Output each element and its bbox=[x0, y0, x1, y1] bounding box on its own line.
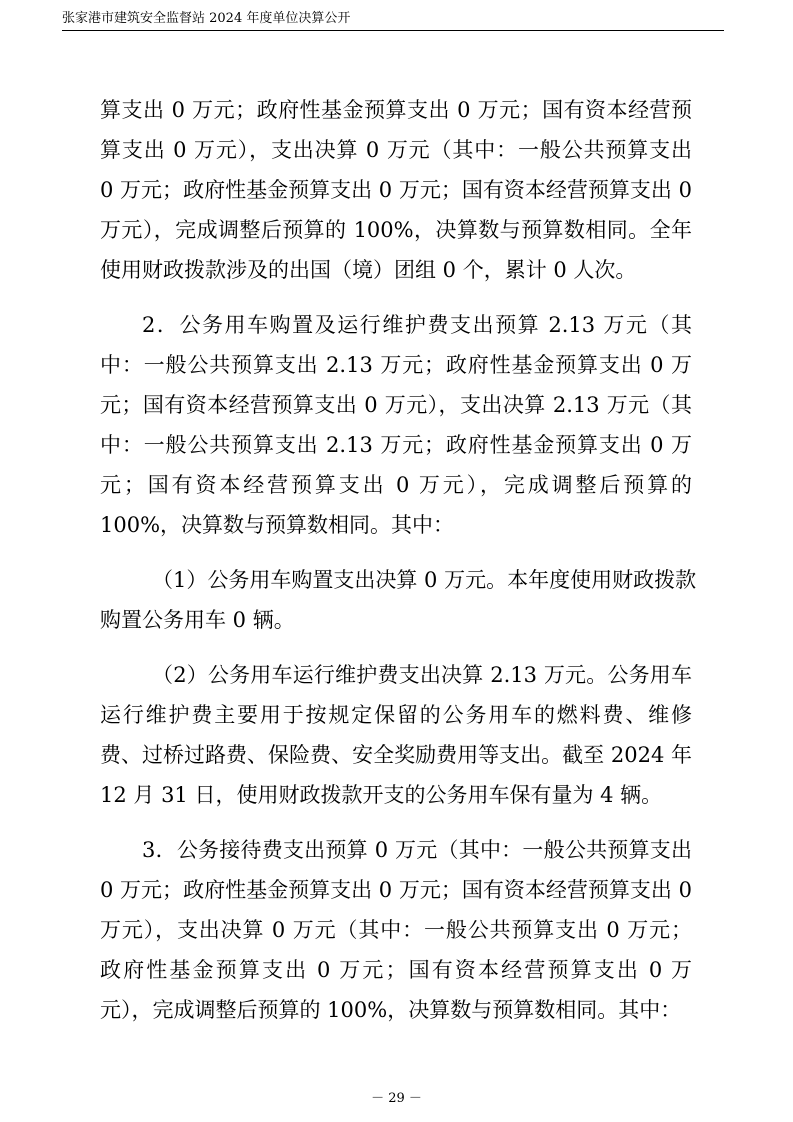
text-line: 中：一般公共预算支出 2.13 万元；政府性基金预算支出 0 万 bbox=[100, 353, 692, 377]
text-line: 算支出 0 万元；政府性基金预算支出 0 万元；国有资本经营预 bbox=[100, 98, 692, 122]
text-line: 0 万元；政府性基金预算支出 0 万元；国有资本经营预算支出 0 bbox=[100, 878, 692, 902]
page-number: － 29 － bbox=[371, 1091, 422, 1106]
text-line: 万元），支出决算 0 万元（其中：一般公共预算支出 0 万元； bbox=[100, 918, 692, 942]
paragraph bbox=[100, 90, 692, 290]
text-line: 万元），完成调整后预算的 100%，决算数与预算数相同。全年 bbox=[100, 218, 692, 242]
text-line: 3．公务接待费支出预算 0 万元（其中：一般公共预算支出 bbox=[142, 838, 692, 862]
text-line: 运行维护费主要用于按规定保留的公务用车的燃料费、维修 bbox=[100, 703, 692, 727]
text-line: 政府性基金预算支出 0 万元；国有资本经营预算支出 0 万 bbox=[100, 958, 692, 982]
paragraph bbox=[100, 830, 692, 1030]
header-title: 张家港市建筑安全监督站 2024 年度单位决算公开 bbox=[62, 11, 351, 26]
page-footer bbox=[0, 1090, 793, 1108]
text-line: （2）公务用车运行维护费支出决算 2.13 万元。公务用车 bbox=[152, 663, 692, 687]
text-line: 12 月 31 日，使用财政拨款开支的公务用车保有量为 4 辆。 bbox=[100, 783, 663, 807]
text-line: 使用财政拨款涉及的出国（境）团组 0 个，累计 0 人次。 bbox=[100, 258, 637, 282]
text-line: 费、过桥过路费、保险费、安全奖励费用等支出。截至 2024 年 bbox=[100, 743, 692, 767]
text-line: 元），完成调整后预算的 100%，决算数与预算数相同。其中： bbox=[100, 998, 682, 1022]
text-line: 中：一般公共预算支出 2.13 万元；政府性基金预算支出 0 万 bbox=[100, 433, 692, 457]
text-line: 2．公务用车购置及运行维护费支出预算 2.13 万元（其 bbox=[142, 313, 692, 337]
text-line: 0 万元；政府性基金预算支出 0 万元；国有资本经营预算支出 0 bbox=[100, 178, 692, 202]
text-line: 算支出 0 万元），支出决算 0 万元（其中：一般公共预算支出 bbox=[100, 138, 692, 162]
text-line: 100%，决算数与预算数相同。其中： bbox=[100, 513, 455, 537]
text-line: 元；国有资本经营预算支出 0 万元），完成调整后预算的 bbox=[100, 473, 692, 497]
paragraph bbox=[100, 655, 692, 815]
text-line: 购置公务用车 0 辆。 bbox=[100, 608, 295, 632]
paragraph bbox=[100, 560, 697, 640]
page-header bbox=[62, 8, 724, 31]
paragraph bbox=[100, 305, 692, 545]
text-line: （1）公务用车购置支出决算 0 万元。本年度使用财政拨款 bbox=[152, 568, 697, 592]
text-line: 元；国有资本经营预算支出 0 万元），支出决算 2.13 万元（其 bbox=[100, 393, 692, 417]
document-body bbox=[100, 90, 697, 1030]
